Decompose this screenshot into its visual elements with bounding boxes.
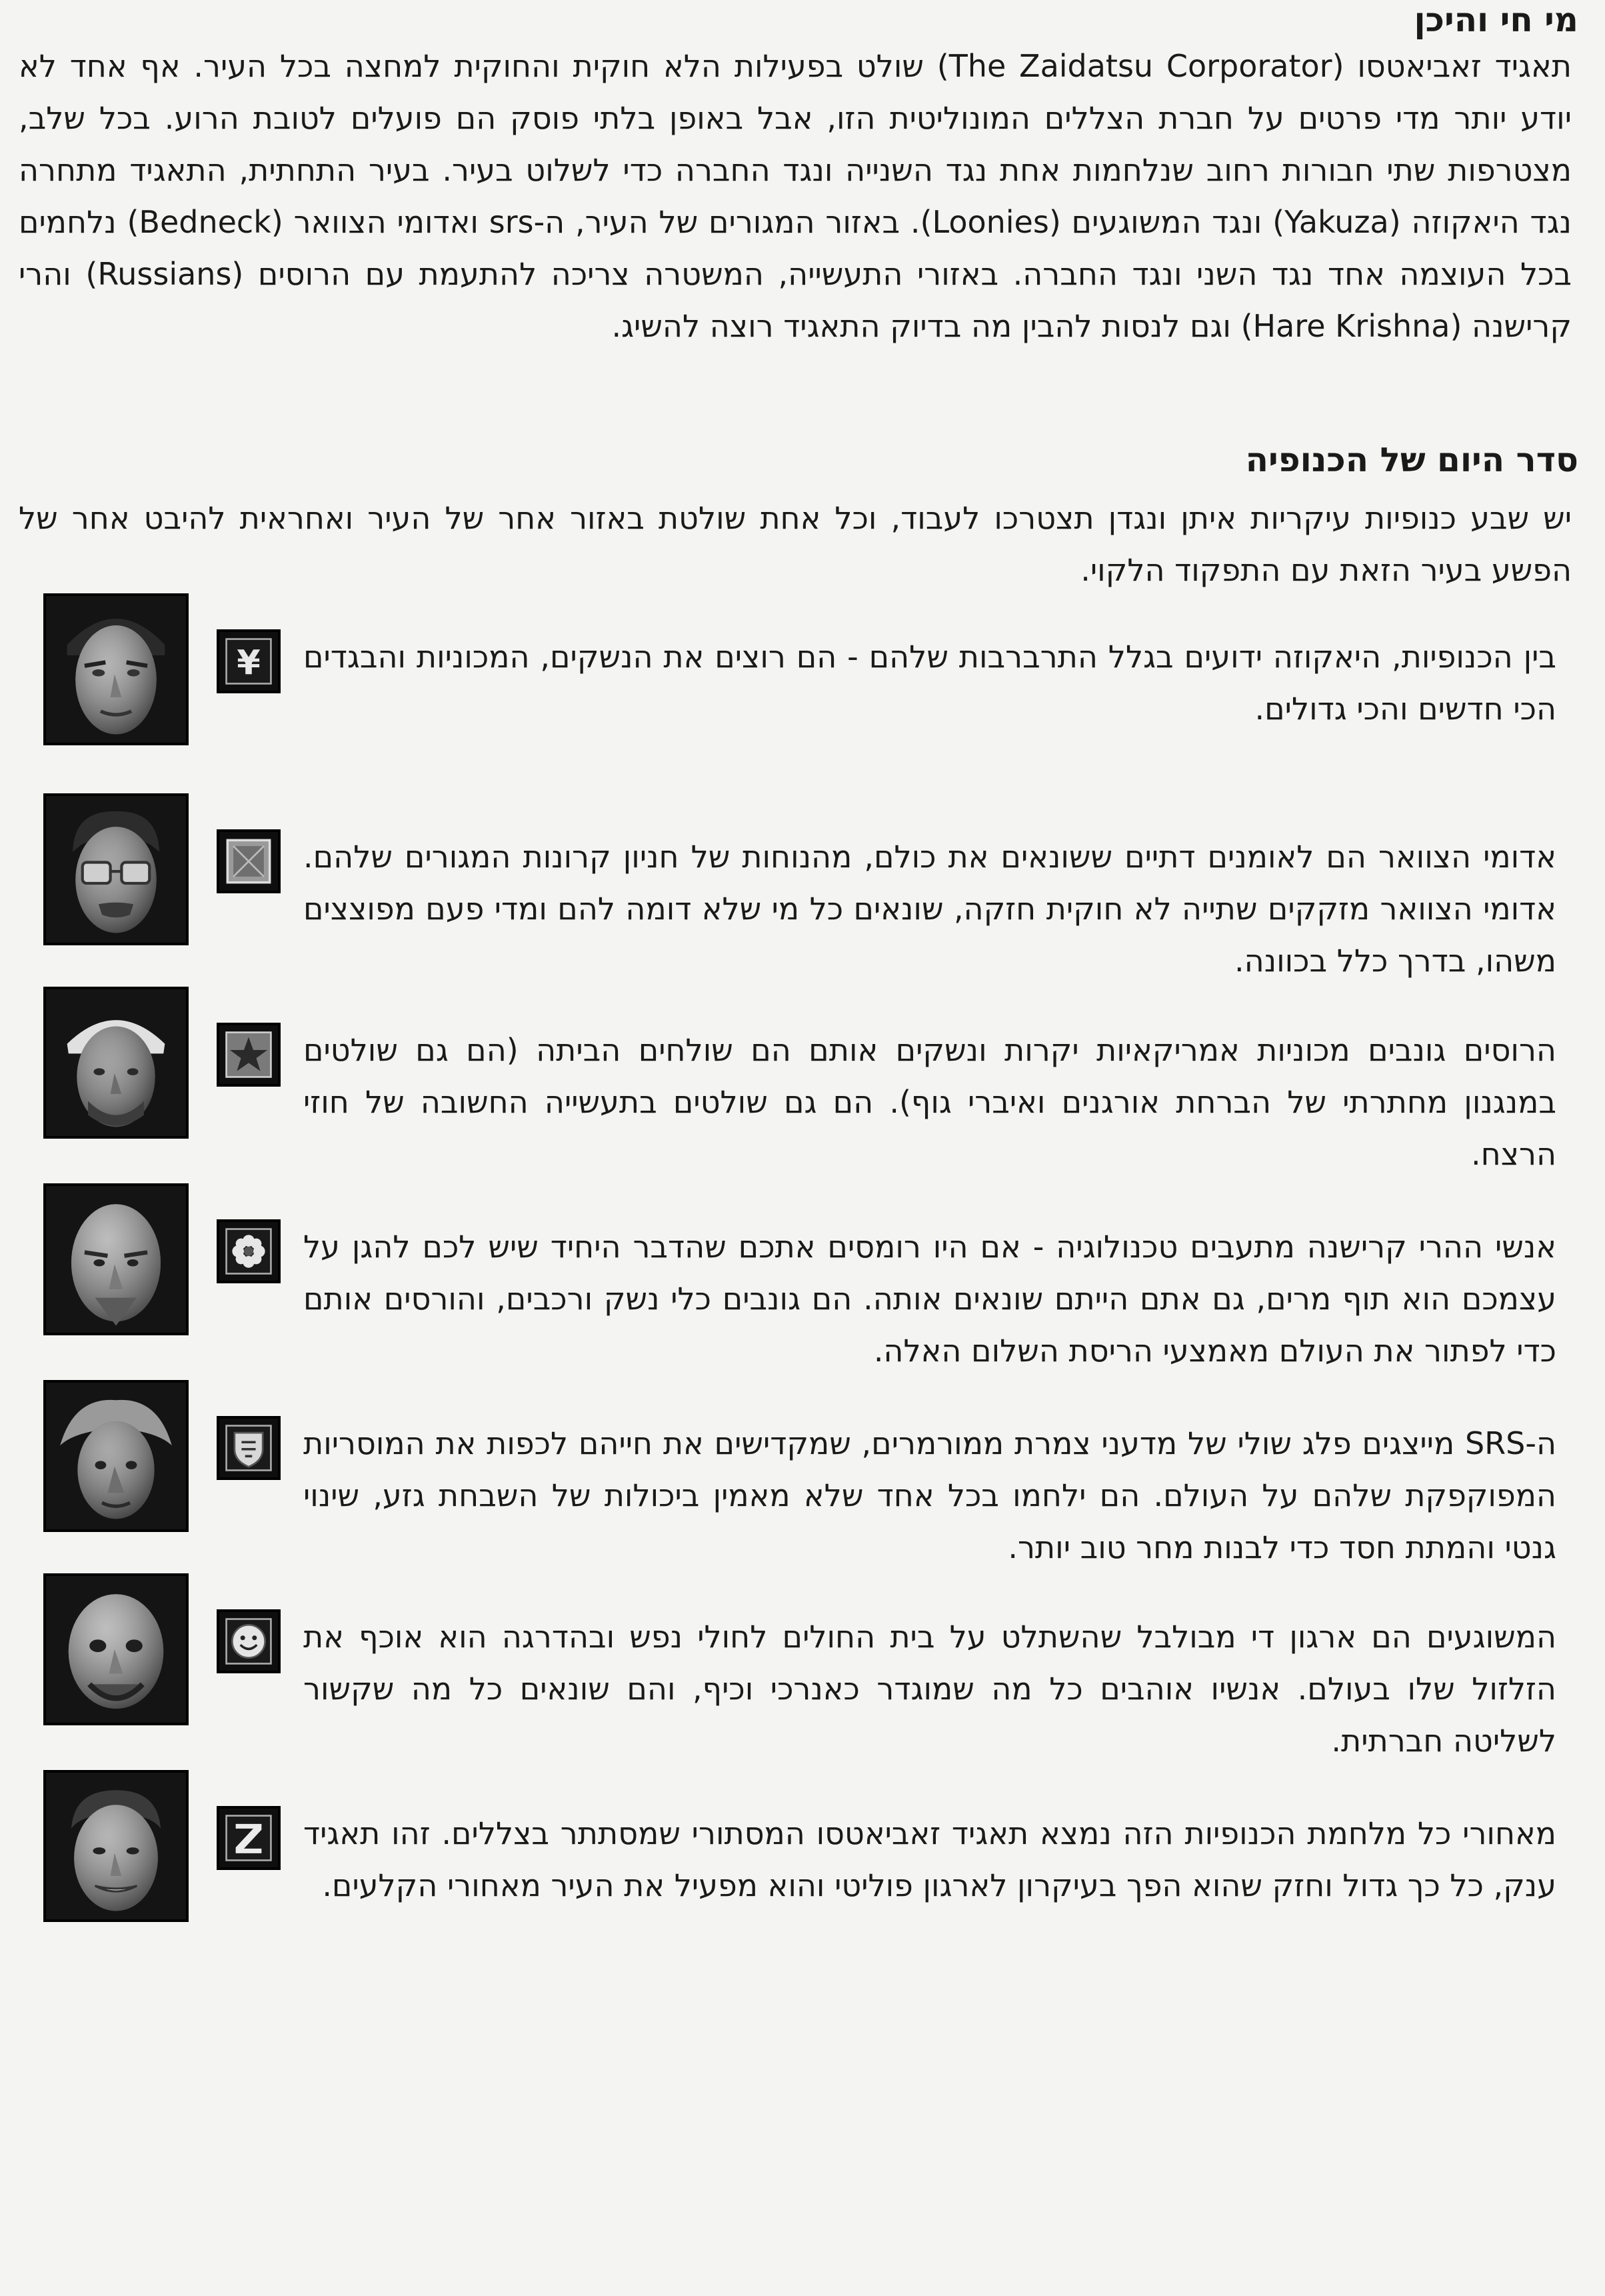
gang-russians	[43, 987, 1576, 1172]
gang-description: אנשי ההרי קרישנה מתעבים טכנולוגיה - אם היו רומסים אתכם שהדבר היחיד שיש לכם להגן על עצמכם הוא תוף מרים, גם אתם הייתם שונאים אותה. הם גונבים כלי נשק ורכבים, והורסים אותם כדי לפתור את העולם מאמצעי הריסת השלום האלה.	[303, 1229, 1556, 1369]
gang-description: הרוסים גונבים מכוניות אמריקאיות יקרות ונשקים אותם הם שולחים הביתה (הם גם שולטים במנגנון מחתרתי של הברחת אורגנים ואיברי גוף). הם גם שולטים בתעשייה החשובה של חוזי הרצח.	[303, 1032, 1556, 1172]
gang-description: המשוגעים הם ארגון די מבולבל שהשתלט על בית החולים לחולי נפש ובהדרגה הוא אוכף את הזלזול שלו בעולם. אנשיו אוהבים כל מה שמוגדר כאנרכי וכיף, והם שונאים כל מה שקשור לשליטה חברתית.	[303, 1619, 1556, 1759]
yen-icon	[217, 629, 281, 693]
gang-loonies	[43, 1573, 1576, 1759]
z-icon	[217, 1806, 281, 1870]
yakuza-portrait	[43, 593, 189, 745]
star-icon	[217, 1023, 281, 1087]
gang-description: מאחורי כל מלחמת הכנופיות הזה נמצא תאגיד זאביאטסו המסתורי שמסתתר בצללים. זהו תאגיד ענק, כל כך גדול וחזק שהוא הפך בעיקרון לארגון פוליטי והוא מפעיל את העיר מאחורי הקלעים.	[303, 1815, 1556, 1903]
crate-icon	[217, 829, 281, 893]
srs-portrait	[43, 1380, 189, 1532]
gang-description: בין הכנופיות, היאקוזה ידועים בגלל התרברבות שלהם - הם רוצים את הנשקים, המכוניות והבגדים הכי חדשים והכי גדולים.	[303, 639, 1556, 727]
smiley-icon	[217, 1609, 281, 1673]
gang-yakuza	[43, 593, 1576, 753]
redneck-portrait	[43, 793, 189, 945]
gang-hare-krishna	[43, 1183, 1576, 1369]
russian-portrait	[43, 987, 189, 1139]
intro-paragraph: תאגיד זאביאטסו (The Zaidatsu Corporator) שולט בפעילות הלא חוקית והחוקית למחצה בכל העיר. אף אחד לא יודע יותר מדי פרטים על חברת הצללים המונוליטית הזו, אבל באופן בלתי פוסק הם פועלים לטובת הרוע. בכל שלב, מצטרפות שתי חבורות רחוב שנלחמות אחת נגד השנייה ונגד החברה כדי לשלוט בעיר. בעיר התחתית, התאגיד מתחרה נגד היאקוזה (Yakuza) ונגד המשוגעים (Loonies). באזור המגורים של העיר, ה-srs ואדומי הצוואר (Bedneck) נלחמים בכל העוצמה אחד נגד השני ונגד החברה. באזורי התעשייה, המשטרה צריכה להתעמת עם הרוסים (Russians) והרי קרישנה (Hare Krishna) וגם לנסות להבין מה בדיוק התאגיד רוצה להשיג.	[19, 48, 1572, 344]
heading-who-lives-where: מי חי והיכן	[1414, 1, 1578, 39]
gang-srs	[43, 1380, 1576, 1565]
flower-icon	[217, 1219, 281, 1283]
zaidatsu-portrait	[43, 1770, 189, 1922]
gang-zaidatsu	[43, 1770, 1576, 1930]
shield-icon	[217, 1416, 281, 1480]
gang-description: ה-SRS מייצגים פלג שולי של מדעני צמרת ממורמרים, שמקדישים את חייהם לכפות את המוסריות המפוקפקת שלהם על העולם. הם ילחמו בכל אחד שלא מאמין ביכולות של השבחת גזע, שינוי גנטי והמתת חסד כדי לבנות מחר טוב יותר.	[303, 1425, 1556, 1565]
gang-description: אדומי הצוואר הם לאומנים דתיים ששונאים את כולם, מהנוחות של חניון קרונות המגורים שלהם. אדומי הצוואר מזקקים שתייה לא חוקית חזקה, שונאים כל מי שלא דומה להם ומדי פעם מפוצצים משהו, בדרך כלל בכוונה.	[303, 839, 1556, 979]
loonies-portrait	[43, 1573, 189, 1725]
hare-krishna-portrait	[43, 1183, 189, 1335]
heading-gang-agenda: סדר היום של הכנופיה	[1245, 441, 1578, 479]
svg-text:¥: ¥	[237, 643, 261, 683]
agenda-paragraph: יש שבע כנופיות עיקריות איתן ונגדן תצטרכו לעבוד, וכל אחת שולטת באזור אחר של העיר ואחראית להיבט אחר של הפשע בעיר הזאת עם התפקוד הלקוי.	[19, 500, 1572, 588]
gang-rednecks	[43, 793, 1576, 979]
